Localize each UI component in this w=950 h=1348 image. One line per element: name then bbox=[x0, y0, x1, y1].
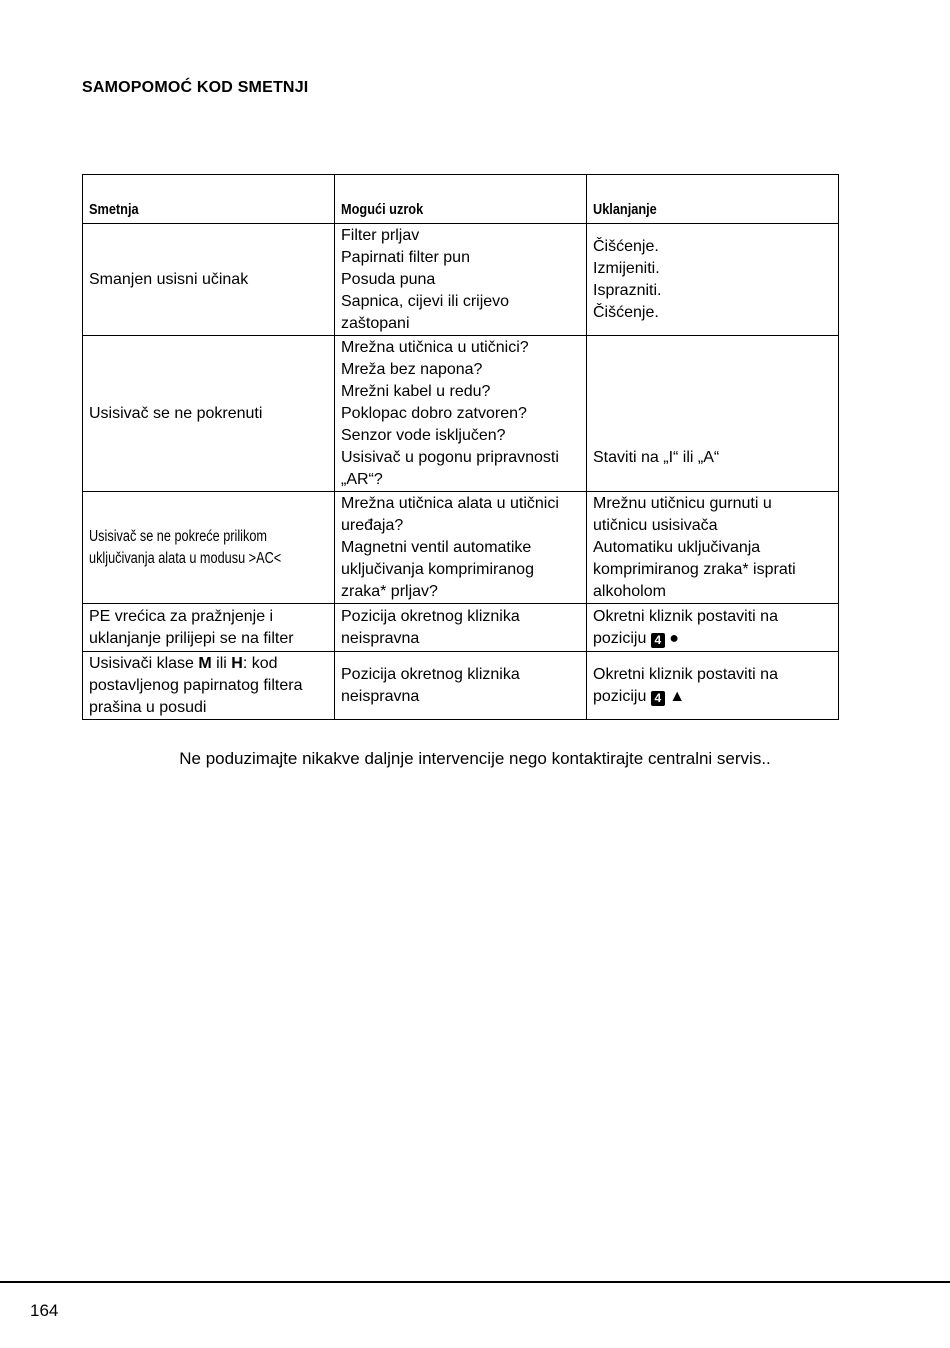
footer-divider bbox=[0, 1281, 950, 1283]
triangle-symbol-icon: ▲ bbox=[669, 687, 686, 705]
table-row bbox=[83, 224, 839, 336]
service-note: Ne poduzimajte nikakve daljnje intervencije nego kontaktirajte centralni servis.. bbox=[179, 749, 771, 768]
table-row bbox=[83, 492, 839, 604]
remedy-cell: Čišćenje. Izmijeniti. Isprazniti. Čišćenje. bbox=[587, 224, 839, 336]
table-row bbox=[83, 604, 839, 652]
cause-cell: Pozicija okretnog kliznika neispravna bbox=[335, 652, 587, 720]
page-title: SAMOPOMOĆ KOD SMETNJI bbox=[82, 79, 309, 96]
header-fault: Smetnja bbox=[83, 175, 335, 224]
cause-cell: Pozicija okretnog kliznika neispravna bbox=[335, 604, 587, 652]
cause-cell: Mrežna utičnica u utičnici? Mreža bez napona? Mrežni kabel u redu? Poklopac dobro zatvoren? Senzor vode isključen? Usisivač u pogonu pripravnosti „AR“? bbox=[335, 336, 587, 492]
fault-cell: Usisivači klase M ili H: kod postavljenog papirnatog filtera prašina u posudi bbox=[83, 652, 335, 720]
remedy-cell: Staviti na „I“ ili „A“ bbox=[587, 336, 839, 492]
page-number: 164 bbox=[30, 1301, 59, 1320]
position-badge: 4 bbox=[651, 633, 665, 648]
remedy-cell: Okretni kliznik postaviti na poziciju 4 ▲ bbox=[587, 652, 839, 720]
fault-cell: Smanjen usisni učinak bbox=[83, 224, 335, 336]
header-cause: Mogući uzrok bbox=[335, 175, 587, 224]
header-remedy: Uklanjanje bbox=[587, 175, 839, 224]
table-header-row bbox=[83, 175, 839, 224]
table-row bbox=[83, 652, 839, 720]
cause-cell: Filter prljav Papirnati filter pun Posuda puna Sapnica, cijevi ili crijevo zaštopani bbox=[335, 224, 587, 336]
remedy-cell: Mrežnu utičnicu gurnuti u utičnicu usisivača Automatiku uključivanja komprimiranog zraka* isprati alkoholom bbox=[587, 492, 839, 604]
cause-cell: Mrežna utičnica alata u utičnici uređaja? Magnetni ventil automatike uključivanja komprimiranog zraka* prljav? bbox=[335, 492, 587, 604]
fault-cell: Usisivač se ne pokrenuti bbox=[83, 336, 335, 492]
remedy-cell: Okretni kliznik postaviti na poziciju 4 ● bbox=[587, 604, 839, 652]
table-row bbox=[83, 336, 839, 492]
fault-cell: PE vrećica za pražnjenje i uklanjanje prilijepi se na filter bbox=[83, 604, 335, 652]
troubleshooting-table bbox=[82, 174, 839, 720]
fault-cell: Usisivač se ne pokreće prilikom uključivanja alata u modusu >AC< bbox=[83, 492, 335, 604]
circle-symbol-icon: ● bbox=[669, 629, 679, 647]
position-badge: 4 bbox=[651, 691, 665, 706]
